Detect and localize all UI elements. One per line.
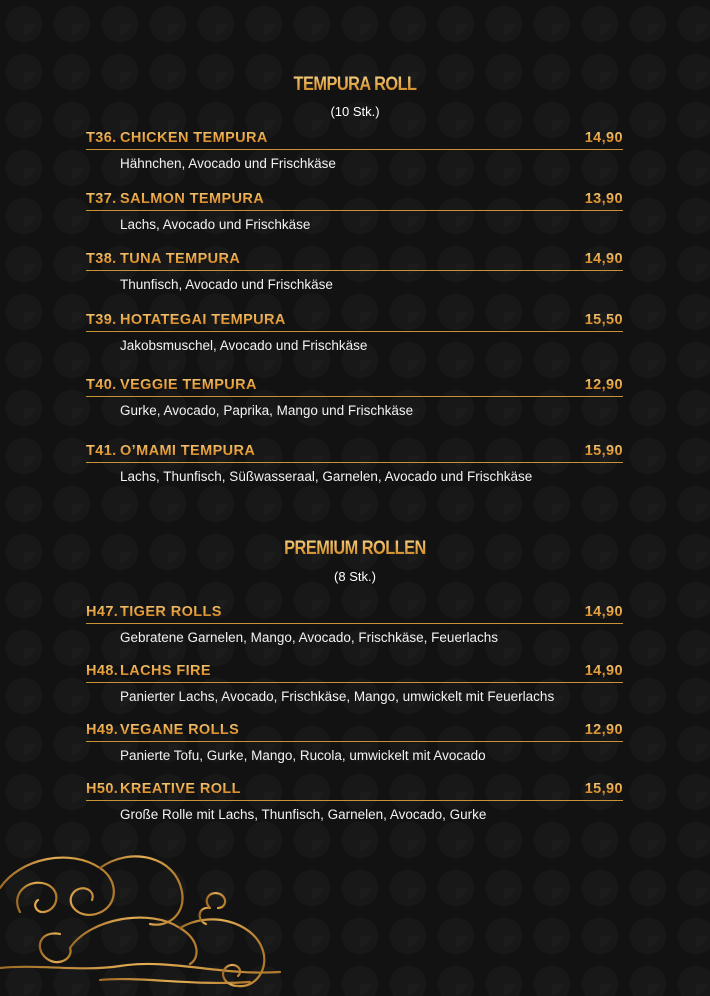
menu-item-header: [86, 374, 623, 397]
menu-item-t39: [86, 308, 623, 353]
item-code: H49.: [86, 722, 119, 738]
item-name: HOTATEGAI TEMPURA $^D$: [120, 308, 296, 328]
item-description: Gebratene Garnelen, Mango, Avocado, Frischkäse, Feuerlachs: [120, 630, 498, 645]
menu-item-h50: [86, 778, 623, 822]
item-description: Lachs, Thunfisch, Süßwasseraal, Garnelen, Avocado und Frischkäse: [120, 469, 533, 484]
item-mark: D: [268, 187, 275, 197]
item-price: 14,90: [584, 251, 623, 267]
menu-item-t38: [86, 247, 623, 292]
item-description: Hähnchen, Avocado und Frischkäse: [120, 156, 336, 171]
item-code: T40.: [86, 377, 117, 393]
item-code: T41.: [86, 443, 117, 459]
item-code: T37.: [86, 191, 117, 207]
item-price: 14,90: [584, 604, 623, 620]
item-price: 15,50: [584, 312, 623, 328]
item-price: 12,90: [584, 377, 623, 393]
item-code: T39.: [86, 312, 117, 328]
menu-item-header: [86, 127, 623, 150]
menu-item-header: [86, 440, 623, 463]
item-name: LACHS FIRE $^D$: [120, 659, 222, 679]
section-subtitle-premium: (8 Stk.): [334, 569, 376, 584]
section-subtitle-tempura: (10 Stk.): [330, 104, 380, 119]
menu-item-header: [86, 719, 623, 742]
item-name: O’MAMI TEMPURA $^D$: [120, 439, 266, 459]
item-description: Jakobsmuschel, Avocado und Frischkäse: [120, 338, 368, 353]
menu-item-t37: [86, 187, 623, 232]
item-description: Große Rolle mit Lachs, Thunfisch, Garnelen, Avocado, Gurke: [120, 807, 487, 822]
menu-item-t41: [86, 439, 623, 484]
item-description: Panierte Tofu, Gurke, Mango, Rucola, umwickelt mit Avocado: [120, 748, 486, 763]
item-name: KREATIVE ROLL: [120, 781, 241, 797]
item-price: 15,90: [584, 443, 623, 459]
menu-item-t36: [86, 126, 623, 171]
item-description: Lachs, Avocado und Frischkäse: [120, 217, 311, 232]
item-mark: D: [260, 373, 268, 383]
item-mark: D: [225, 600, 233, 610]
item-name: SALMON TEMPURA $^D$: [120, 187, 275, 207]
section-title-premium: PREMIUM ROLLEN: [50, 538, 661, 560]
cloud-ornament-icon: [0, 848, 300, 996]
item-name: TIGER ROLLS $^D$: [120, 600, 233, 620]
item-code: H47.: [86, 604, 119, 620]
item-description: Panierter Lachs, Avocado, Frischkäse, Mango, umwickelt mit Feuerlachs: [120, 689, 555, 704]
item-description: Gurke, Avocado, Paprika, Mango und Frischkäse: [120, 403, 414, 418]
section-title-tempura: TEMPURA ROLL: [50, 74, 661, 96]
item-description: Thunfisch, Avocado und Frischkäse: [120, 277, 333, 292]
item-mark: D: [244, 247, 251, 257]
item-price: 14,90: [584, 663, 623, 679]
item-name: VEGANE ROLLS: [120, 722, 240, 738]
menu-item-h48: [86, 659, 623, 704]
menu-item-header: [86, 601, 623, 624]
item-code: H50.: [86, 781, 119, 797]
menu-item-header: [86, 248, 623, 271]
item-code: H48.: [86, 663, 119, 679]
item-mark: D: [259, 439, 266, 449]
menu-item-h49: [86, 719, 623, 763]
item-name: TUNA TEMPURA $^D$: [120, 247, 251, 267]
menu-item-header: [86, 188, 623, 211]
menu-item-header: [86, 660, 623, 683]
item-price: 12,90: [584, 722, 623, 738]
item-mark: D: [271, 126, 278, 136]
item-name: CHICKEN TEMPURA $^D$: [120, 126, 278, 146]
item-mark: D: [215, 659, 222, 669]
item-name: VEGGIE TEMPURA $^D$: [120, 373, 268, 393]
menu-item-h47: [86, 600, 623, 645]
item-price: 15,90: [584, 781, 623, 797]
menu-item-header: [86, 309, 623, 332]
item-price: 13,90: [584, 191, 623, 207]
menu-item-header: [86, 778, 623, 801]
menu-item-t40: [86, 373, 623, 418]
item-mark: D: [289, 308, 296, 318]
item-price: 14,90: [584, 130, 623, 146]
item-code: T38.: [86, 251, 117, 267]
item-code: T36.: [86, 130, 117, 146]
